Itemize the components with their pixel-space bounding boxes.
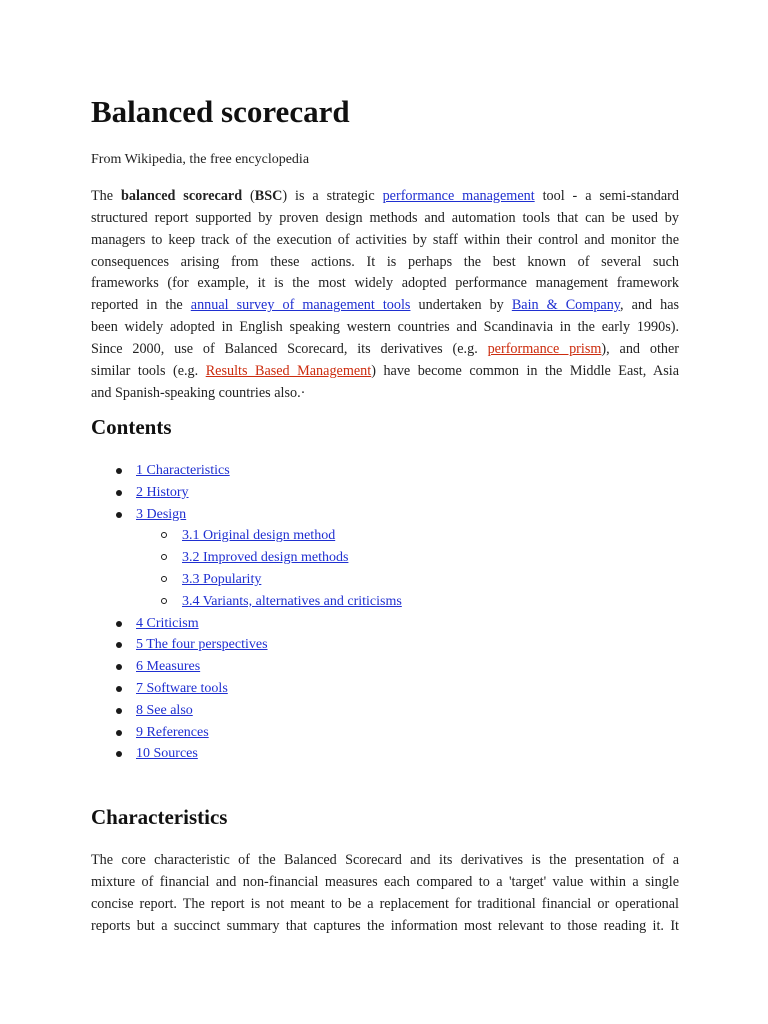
toc-item bbox=[91, 656, 591, 678]
toc-link-see-also[interactable]: 8 See also bbox=[136, 702, 193, 718]
toc-item bbox=[91, 678, 591, 700]
toc-link-improved-design-methods[interactable]: 3.2 Improved design methods bbox=[182, 550, 349, 566]
bullet-icon bbox=[116, 664, 122, 670]
characteristics-line-4: reports but a succinct summary that captures the information most relevant to those reading it. It bbox=[91, 917, 679, 934]
toc-link-sources[interactable]: 10 Sources bbox=[136, 746, 198, 762]
link-annual-survey[interactable]: annual survey of management tools bbox=[190, 297, 411, 314]
table-of-contents bbox=[91, 460, 591, 765]
intro-text: ), and other bbox=[601, 340, 679, 357]
intro-line-7: been widely adopted in English speaking western countries and Scandinavia in the early 1990s). bbox=[91, 319, 679, 336]
bullet-icon bbox=[116, 708, 122, 714]
intro-text: similar tools (e.g. bbox=[91, 362, 206, 379]
bullet-icon bbox=[116, 621, 122, 627]
intro-text: undertaken by bbox=[410, 297, 512, 314]
toc-link-software-tools[interactable]: 7 Software tools bbox=[136, 680, 228, 696]
toc-item bbox=[91, 504, 591, 526]
bold-term-balanced-scorecard: balanced scorecard bbox=[120, 188, 243, 204]
intro-line-4: consequences arising from these actions. It is perhaps the best known of several such bbox=[91, 253, 679, 270]
toc-subitem bbox=[91, 569, 591, 591]
toc-link-criticism[interactable]: 4 Criticism bbox=[136, 615, 199, 631]
characteristics-line-2: mixture of financial and non-financial measures each compared to a 'target' value within a single bbox=[91, 873, 679, 890]
bullet-icon bbox=[116, 512, 122, 518]
intro-line-10: and Spanish-speaking countries also.· bbox=[91, 384, 306, 401]
toc-link-history[interactable]: 2 History bbox=[136, 484, 189, 500]
page-subtitle: From Wikipedia, the free encyclopedia bbox=[91, 152, 310, 167]
intro-line-6 bbox=[91, 295, 679, 317]
intro-text: Since 2000, use of Balanced Scorecard, its derivatives (e.g. bbox=[91, 340, 488, 357]
bullet-icon bbox=[116, 751, 122, 757]
intro-paragraph bbox=[91, 186, 679, 404]
toc-subitem bbox=[91, 591, 591, 613]
intro-text: ) have become common in the Middle East, Asia bbox=[371, 362, 679, 379]
toc-link-characteristics[interactable]: 1 Characteristics bbox=[136, 463, 230, 478]
intro-text: ) is a strategic bbox=[282, 188, 383, 204]
toc-item bbox=[91, 482, 591, 504]
bullet-icon bbox=[116, 468, 122, 474]
intro-line-5: frameworks (for example, it is the most widely adopted performance management framework bbox=[91, 275, 679, 292]
intro-line-2: structured report supported by proven design methods and automation tools that can be used by bbox=[91, 209, 679, 226]
intro-text: reported in the bbox=[91, 297, 191, 314]
intro-line-9 bbox=[91, 361, 679, 383]
intro-text: The bbox=[91, 188, 121, 204]
toc-subitem bbox=[91, 525, 591, 547]
toc-item bbox=[91, 634, 591, 656]
toc-link-design[interactable]: 3 Design bbox=[136, 506, 187, 522]
toc-item bbox=[91, 722, 591, 744]
toc-item bbox=[91, 700, 591, 722]
link-performance-management[interactable]: performance management bbox=[382, 188, 535, 204]
toc-subitem bbox=[91, 547, 591, 569]
intro-line-1 bbox=[91, 186, 679, 208]
characteristics-line-3: concise report. The report is not meant to be a replacement for traditional financial or operational bbox=[91, 895, 679, 912]
toc-item bbox=[91, 613, 591, 635]
intro-text: tool - a semi-standard bbox=[534, 188, 679, 204]
toc-link-variants[interactable]: 3.4 Variants, alternatives and criticisms bbox=[182, 593, 402, 609]
intro-line-3: managers to keep track of the execution of activities by staff within their control and monitor the bbox=[91, 231, 679, 248]
toc-link-measures[interactable]: 6 Measures bbox=[136, 659, 201, 675]
toc-link-references[interactable]: 9 References bbox=[136, 724, 209, 740]
page-title: Balanced scorecard bbox=[91, 94, 350, 129]
bullet-icon bbox=[116, 490, 122, 496]
toc-link-popularity[interactable]: 3.3 Popularity bbox=[182, 571, 262, 587]
toc-link-four-perspectives[interactable]: 5 The four perspectives bbox=[136, 637, 268, 653]
intro-line-8 bbox=[91, 339, 679, 361]
characteristics-line-1: The core characteristic of the Balanced Scorecard and its derivatives is the presentation of a bbox=[91, 852, 679, 868]
circle-bullet-icon bbox=[161, 576, 167, 582]
intro-text: , and has bbox=[619, 297, 680, 314]
characteristics-paragraph bbox=[91, 850, 679, 937]
circle-bullet-icon bbox=[161, 532, 167, 538]
circle-bullet-icon bbox=[161, 598, 167, 604]
characteristics-heading: Characteristics bbox=[91, 805, 228, 829]
bullet-icon bbox=[116, 730, 122, 736]
bullet-icon bbox=[116, 642, 122, 648]
link-performance-prism[interactable]: performance prism bbox=[487, 340, 602, 357]
intro-text: ( bbox=[242, 188, 255, 204]
toc-link-original-design-method[interactable]: 3.1 Original design method bbox=[182, 528, 336, 544]
bullet-icon bbox=[116, 686, 122, 692]
toc-item bbox=[91, 460, 591, 482]
bold-term-bsc: BSC bbox=[254, 188, 283, 204]
contents-heading: Contents bbox=[91, 415, 172, 439]
circle-bullet-icon bbox=[161, 554, 167, 560]
link-results-based-management[interactable]: Results Based Management bbox=[205, 362, 372, 379]
link-bain-company[interactable]: Bain & Company bbox=[511, 297, 620, 314]
toc-item bbox=[91, 743, 591, 765]
